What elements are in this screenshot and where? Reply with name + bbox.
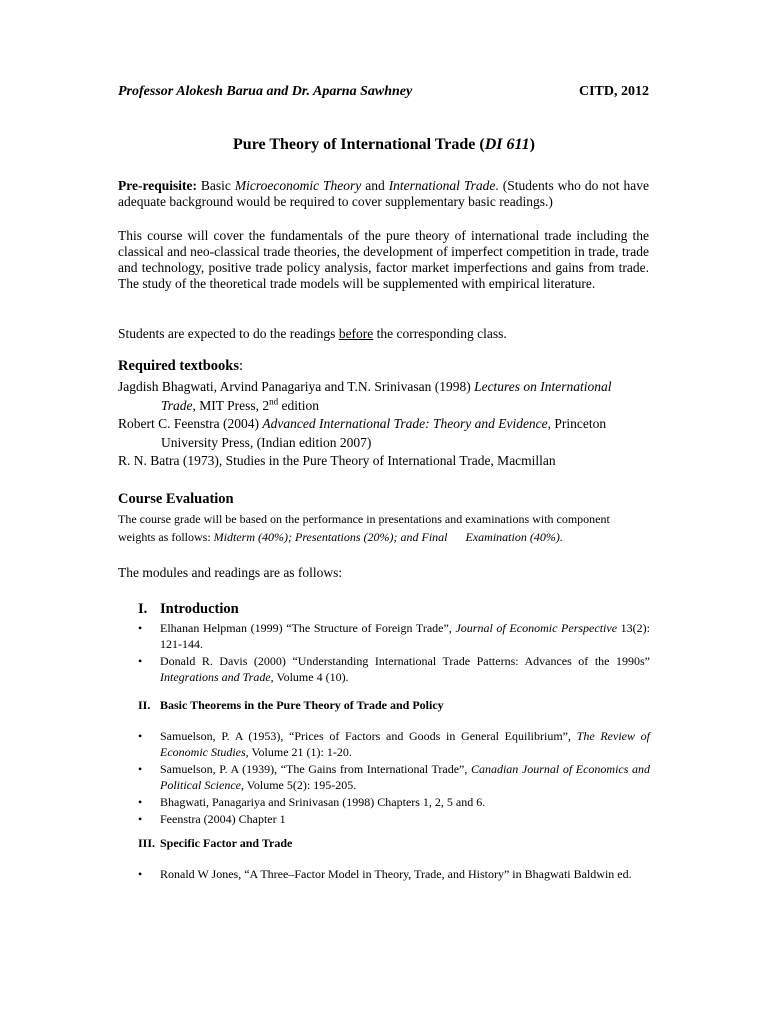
textbooks-heading: [118, 358, 243, 375]
reading-text: , Volume 21 (1): 1-20.: [245, 745, 352, 759]
reading-item: [138, 761, 650, 793]
expectation-text: the corresponding class.: [373, 326, 507, 341]
reading-text: Elhanan Helpman (1999) “The Structure of Foreign Trade”,: [160, 621, 456, 635]
ref-text: edition: [278, 397, 320, 413]
reading-item: [138, 728, 650, 760]
prerequisite-course-2: International Trade: [388, 178, 496, 193]
course-code: DI 611: [484, 136, 530, 153]
evaluation-description: The course grade will be based on the performance in presentations and examinations with component weights as follows:: [118, 512, 610, 544]
textbooks-heading-colon: :: [238, 358, 244, 374]
ref-text: Jagdish Bhagwati, Arvind Panagariya and T.N. Srinivasan (1998): [118, 379, 475, 394]
reading-item: [138, 811, 650, 827]
bullet-dot-icon: •: [138, 729, 143, 743]
ref-text: Robert C. Feenstra (2004): [118, 416, 263, 431]
reading-item: [138, 866, 650, 882]
course-description: This course will cover the fundamentals of the pure theory of international trade including the classical and neo-classical trade theories, the development of imperfect competition in trade, trade and technology, positive trade policy analysis, factor market imperfections and gains from trade. The study of the theoretical trade models will be supplemented with empirical literature.: [118, 228, 649, 291]
module-heading-introduction: [138, 601, 239, 618]
prerequisite-text: and: [361, 178, 389, 193]
module-title: Basic Theorems in the Pure Theory of Trade and Policy: [160, 698, 444, 712]
bullet-dot-icon: •: [138, 795, 143, 809]
ref-title: Lectures on International Trade: [161, 379, 612, 413]
modules-intro: The modules and readings are as follows:: [118, 565, 343, 580]
reading-journal: The Review of Economic Studies: [160, 729, 650, 759]
reading-journal: Integrations and Trade: [160, 670, 271, 684]
reading-text: Ronald W Jones, “A Three–Factor Model in Theory, Trade, and History” in Bhagwati Baldwin ed.: [160, 867, 632, 881]
prerequisite-course-1: Microeconomic Theory: [234, 178, 362, 193]
bullet-dot-icon: •: [138, 762, 143, 776]
reading-text: Donald R. Davis (2000) “Understanding International Trade Patterns: Advances of the 1990s”: [160, 654, 650, 668]
reading-item: [138, 653, 650, 685]
prerequisite-label: Pre-requisite:: [118, 178, 197, 193]
module-heading-specific-factor: [138, 836, 292, 851]
author-names: Professor Alokesh Barua and Dr. Aparna Sawhney: [118, 84, 413, 99]
bullet-dot-icon: •: [138, 621, 143, 635]
textbook-ref: [118, 452, 649, 471]
reading-journal: Canadian Journal of Economics and Political Science: [160, 762, 650, 792]
module-readings-basic-theorems: [138, 728, 650, 828]
reading-item: [138, 794, 650, 810]
evaluation-weights: Midterm (40%); Presentations (20%); and Final Examination (40%).: [213, 530, 563, 544]
module-number: II.: [138, 698, 151, 712]
document-header: [118, 84, 649, 100]
reading-text: , Volume 5(2): 195-205.: [240, 778, 357, 792]
reading-text: Samuelson, P. A (1939), “The Gains from International Trade”,: [160, 762, 471, 776]
reading-text: Samuelson, P. A (1953), “Prices of Factors and Goods in General Equilibrium”,: [160, 729, 577, 743]
prerequisite-text: Basic: [196, 178, 235, 193]
textbook-ref: [118, 378, 649, 415]
bullet-dot-icon: •: [138, 654, 143, 668]
textbooks-heading-text: Required textbooks: [118, 358, 239, 374]
ref-title: Advanced International Trade: Theory and Evidence: [262, 416, 548, 431]
bullet-dot-icon: •: [138, 812, 143, 826]
prerequisite-paragraph: [118, 178, 649, 210]
module-number: III.: [138, 836, 156, 850]
module-title: Specific Factor and Trade: [160, 836, 293, 850]
module-heading-basic-theorems: [138, 698, 444, 713]
evaluation-heading: Course Evaluation: [118, 491, 234, 507]
institute-year: CITD, 2012: [578, 84, 649, 99]
reading-expectation: [118, 326, 649, 342]
textbook-list: [118, 378, 649, 471]
module-readings-specific-factor: [138, 866, 650, 883]
expectation-emphasis: before: [338, 326, 374, 341]
module-title: Introduction: [160, 601, 239, 617]
ref-text: , Princeton University Press, (Indian edition 2007): [161, 416, 607, 450]
module-readings-introduction: [138, 620, 650, 686]
reading-text: 13(2): 121-144.: [160, 621, 650, 651]
reading-text: Feenstra (2004) Chapter 1: [160, 812, 286, 826]
expectation-text: Students are expected to do the readings: [118, 326, 339, 341]
bullet-dot-icon: •: [138, 867, 143, 881]
ref-text: R. N. Batra (1973), Studies in the Pure Theory of International Trade, Macmillan: [118, 453, 556, 468]
reading-journal: Journal of Economic Perspective: [455, 621, 618, 635]
ref-text: , MIT Press, 2: [192, 397, 270, 413]
reading-item: [138, 620, 650, 652]
prerequisite-text: . (Students who do not have adequate background would be required to cover supplementary basic readings.): [118, 178, 649, 209]
textbook-ref: [118, 415, 649, 452]
reading-text: , Volume 4 (10).: [270, 670, 349, 684]
ref-superscript: nd: [269, 396, 279, 406]
course-title-text: Pure Theory of International Trade (: [233, 136, 485, 153]
course-title-close: ): [529, 136, 535, 153]
course-title: [0, 136, 768, 154]
module-number: I.: [138, 601, 148, 617]
reading-text: Bhagwati, Panagariya and Srinivasan (1998) Chapters 1, 2, 5 and 6.: [160, 795, 486, 809]
evaluation-text: [118, 510, 649, 546]
